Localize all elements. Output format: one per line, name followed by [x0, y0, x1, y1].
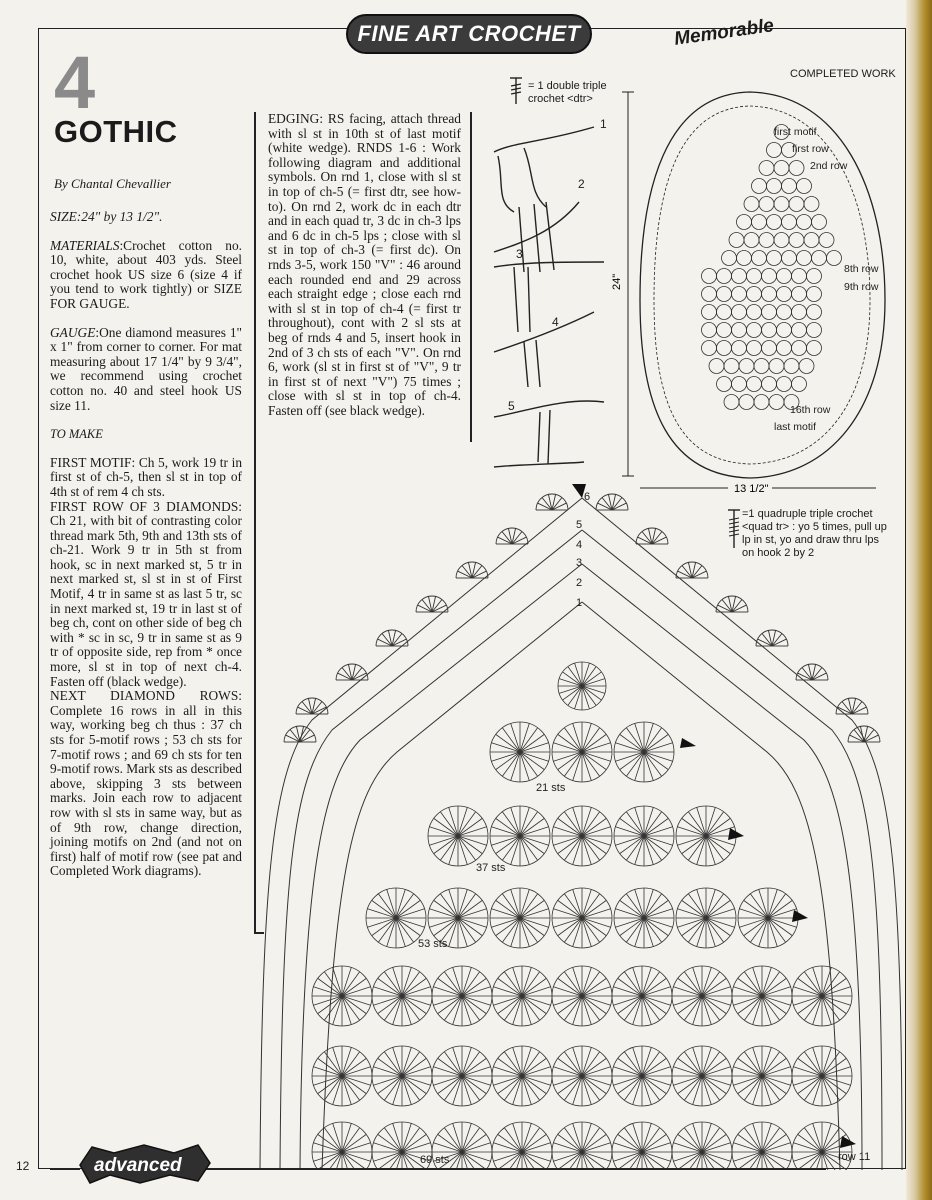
stitch-count-37: 37 sts [476, 862, 506, 874]
motif-fan [732, 1122, 792, 1170]
motif-fan [672, 966, 732, 1026]
motif-fan [614, 888, 674, 948]
motif-fan [558, 662, 606, 710]
motif-fan [428, 806, 488, 866]
motif-circle [777, 305, 792, 320]
motif-fan [366, 888, 426, 948]
materials-label: MATERIALS [50, 237, 120, 253]
motif-circle [797, 251, 812, 266]
motif-circle [799, 359, 814, 374]
motif-fan [676, 806, 736, 866]
first-motif-label: FIRST MOTIF [50, 454, 132, 470]
motif-fan [672, 1046, 732, 1106]
motif-circle [792, 323, 807, 338]
to-make-heading: TO MAKE [50, 427, 103, 442]
howto-step-4: 4 [552, 315, 559, 329]
motif-fan [552, 1046, 612, 1106]
motif-fan [614, 806, 674, 866]
motif-fan [552, 806, 612, 866]
motif-circle [767, 215, 782, 230]
height-label: 24" [611, 273, 623, 290]
quad-tr-legend: =1 quadruple triple crochet <quad tr> : yo 5 times, pull up lp in st, yo and draw thru lps on hook 2 by 2 [742, 508, 887, 559]
label-first-motif: first motif [774, 126, 817, 138]
edge-scallop [376, 630, 408, 646]
motif-circle [717, 323, 732, 338]
gauge-text: :One diamond measures 1" x 1" from corner to corner. For mat measuring about 17 1/4" by 9 3/4", we recommend using crochet cotton no. 40 and steel hook US size 11. [50, 324, 242, 413]
label-last-motif: last motif [774, 421, 817, 433]
motif-fan [792, 966, 852, 1026]
motif-fan [732, 1046, 792, 1106]
label-2nd-row: 2nd row [810, 160, 848, 172]
motif-circle [762, 305, 777, 320]
motif-circle [792, 269, 807, 284]
motif-circle [702, 287, 717, 302]
motif-circle [812, 251, 827, 266]
motif-circle [747, 305, 762, 320]
motif-circle [769, 395, 784, 410]
motif-fan [432, 966, 492, 1026]
motif-circle [792, 377, 807, 392]
motif-circle [777, 269, 792, 284]
motif-fan [676, 888, 736, 948]
label-first-row: first row [792, 143, 829, 155]
pattern-title: GOTHIC [54, 114, 178, 149]
stitch-count-21: 21 sts [536, 782, 566, 794]
edge-scallop [636, 528, 668, 544]
howto-step-5: 5 [508, 399, 515, 413]
motif-circle [777, 341, 792, 356]
black-wedge-icon [792, 910, 808, 922]
motif-circle [702, 341, 717, 356]
first-row-text: : Ch 21, with bit of contrasting color thread mark 5th, 9th and 13th sts of ch-21. Work 9 tr in 5th st from hook, sc in next marked st, 5 tr in next marked st, sl st in st of First Motif, 4 tr in same st as last 5 tr, sc in next marked st, 19 tr in last st of beg ch, cont on other side of beg ch with * sc in sc, 9 tr in same st as 9 tr of opposite side, rep from * once more, sl st in top of next ch-4. Fasten off (black wedge). [50, 498, 242, 689]
first-motif-text: : Ch 5, work 19 tr in first st of ch-5, then sl st in top of 4th st of rem 4 ch sts. [50, 454, 243, 499]
motif-circle [819, 233, 834, 248]
motif-circle [804, 233, 819, 248]
motif-circle [774, 233, 789, 248]
motif-circle [827, 251, 842, 266]
motif-circle [729, 233, 744, 248]
byline: By Chantal Chevallier [54, 176, 171, 191]
motif-circle [752, 251, 767, 266]
footer-rule [206, 1168, 826, 1170]
edge-scallop [596, 494, 628, 510]
motif-circle [812, 215, 827, 230]
page-number: 12 [16, 1159, 30, 1173]
dtr-symbol-icon [505, 76, 527, 106]
motif-circle [784, 359, 799, 374]
motif-fan [552, 722, 612, 782]
motif-circle [747, 287, 762, 302]
motif-circle [789, 161, 804, 176]
black-wedge-icon [680, 738, 696, 748]
motif-circle [759, 233, 774, 248]
motif-circle [702, 305, 717, 320]
motif-circle [747, 341, 762, 356]
motif-circle [797, 215, 812, 230]
motif-circle [754, 359, 769, 374]
stitch-count-53: 53 sts [418, 938, 448, 950]
edge-scallop [836, 698, 868, 714]
motif-fan [614, 722, 674, 782]
motif-fan [312, 966, 372, 1026]
edge-scallop [676, 562, 708, 578]
motif-circle [717, 287, 732, 302]
materials-paragraph [50, 239, 242, 312]
gauge-label: GAUGE [50, 324, 96, 340]
completed-work-title: COMPLETED WORK [790, 68, 896, 80]
motif-circle [807, 269, 822, 284]
label-9th-row: 9th row [844, 281, 879, 293]
round-number-2: 2 [576, 577, 583, 589]
first-row-paragraph [50, 500, 242, 690]
motif-fan [672, 1122, 732, 1170]
motif-fan [492, 1122, 552, 1170]
motif-fan [612, 1122, 672, 1170]
advanced-label: advanced [94, 1155, 182, 1176]
motif-fan [490, 722, 550, 782]
motif-fan [312, 1046, 372, 1106]
next-rows-label: NEXT DIAMOND ROWS [50, 688, 239, 704]
motif-circle [737, 251, 752, 266]
motif-circle [792, 341, 807, 356]
motif-fan [312, 1122, 372, 1170]
motif-circle [797, 179, 812, 194]
motif-circle [759, 161, 774, 176]
gauge-paragraph [50, 326, 242, 414]
motif-circle [732, 269, 747, 284]
stitch-howto-illustration [484, 112, 614, 482]
motif-fan [738, 888, 798, 948]
round-number-4: 4 [576, 539, 583, 551]
motif-circle [759, 197, 774, 212]
instructions-middle-column [268, 112, 461, 418]
edge-scallop [456, 562, 488, 578]
motif-circle [767, 251, 782, 266]
label-8th-row: 8th row [844, 263, 879, 275]
motif-circle [744, 197, 759, 212]
motif-circle [762, 269, 777, 284]
motif-circle [717, 305, 732, 320]
motif-circle [732, 287, 747, 302]
edge-scallop [536, 494, 568, 510]
advanced-badge [74, 1141, 214, 1187]
round-number-5: 5 [576, 519, 583, 531]
motif-circle [754, 395, 769, 410]
motif-fan [490, 888, 550, 948]
first-row-label: FIRST ROW OF 3 DIAMONDS [50, 498, 239, 514]
magazine-title-badge: FINE ART CROCHET [346, 14, 592, 54]
motif-circle [807, 287, 822, 302]
motif-circle [724, 395, 739, 410]
motif-circle [752, 215, 767, 230]
motif-circle [739, 395, 754, 410]
motif-circle [792, 305, 807, 320]
motif-circle [807, 323, 822, 338]
motif-circle [777, 377, 792, 392]
motif-circle [722, 251, 737, 266]
howto-step-3: 3 [516, 247, 523, 261]
motif-circle [792, 287, 807, 302]
motif-circle [747, 323, 762, 338]
round-number-6: 6 [584, 491, 591, 503]
completed-work-diagram [600, 80, 900, 500]
motif-circle [807, 341, 822, 356]
materials-text: :Crochet cotton no. 10, white, about 403 yds. Steel crochet hook US size 6 (size 4 if you tend to work tightly) or SIZE FOR GAUGE. [50, 237, 242, 311]
motif-fan [732, 966, 792, 1026]
motif-circle [762, 341, 777, 356]
motif-circle [782, 251, 797, 266]
motif-fan [490, 806, 550, 866]
motif-circle [717, 377, 732, 392]
motif-circle [732, 341, 747, 356]
motif-circle [744, 233, 759, 248]
motif-fan [432, 1046, 492, 1106]
motif-circle [777, 323, 792, 338]
motif-fan [372, 1046, 432, 1106]
size-label: SIZE [50, 209, 77, 224]
row-label: row 11 [838, 1151, 871, 1163]
motif-fan [792, 1046, 852, 1106]
motif-fan [612, 966, 672, 1026]
width-label: 13 1/2" [734, 483, 769, 495]
motif-circle [752, 179, 767, 194]
motif-circle [702, 269, 717, 284]
howto-step-2: 2 [578, 177, 585, 191]
motif-fan [552, 1122, 612, 1170]
motif-circle [702, 323, 717, 338]
motif-circle [782, 179, 797, 194]
motif-circle [732, 323, 747, 338]
motif-circle [732, 305, 747, 320]
motif-circle [804, 197, 819, 212]
motif-circle [717, 341, 732, 356]
motif-circle [747, 269, 762, 284]
edging-text: : RS facing, attach thread with sl st in 10th st of last motif (white wedge). RNDS 1-6 : Work following diagram and additional symbols. On rnd 1, close with sl st in top of ch-5 (= first dtr, see how-to). On rnd 2, work dc in each dtr and in each quad tr, 3 dc in ch-3 lps and 6 dc in ch-5 lps ; close with sl st in top of ch-3 (= first dc). On rnds 3-5, work 150 "V" : 46 around each rounded end and 29 across each straight edge ; close each rnd with sl st in top of ch-4 (= first tr throughout), cont with 2 sl sts at beg of rnds 4 and 5, insert hook in 2nd of 3 ch sts of each "V". On rnd 6, work (sl st in first st of "V", 9 tr in first st of next "V") 75 times ; close with sl st in top of ch-4. Fasten off (see black wedge). [268, 111, 461, 418]
motif-circle [747, 377, 762, 392]
motif-circle [774, 161, 789, 176]
motif-circle [739, 359, 754, 374]
motif-circle [762, 377, 777, 392]
motif-circle [717, 269, 732, 284]
motif-circle [807, 305, 822, 320]
round-number-3: 3 [576, 557, 583, 569]
next-rows-paragraph [50, 689, 242, 879]
stitch-count-69: 69 sts [420, 1154, 450, 1166]
label-16th-row: 16th row [790, 404, 831, 416]
motif-circle [774, 197, 789, 212]
column-divider [470, 112, 472, 442]
motif-fan [612, 1046, 672, 1106]
motif-circle [709, 359, 724, 374]
motif-fan [552, 966, 612, 1026]
motif-circle [789, 197, 804, 212]
edge-scallop [296, 698, 328, 714]
motif-fan [492, 1046, 552, 1106]
motif-fan [552, 888, 612, 948]
dtr-legend: = 1 double triple crochet <dtr> [528, 80, 607, 105]
motif-circle [724, 359, 739, 374]
motif-fan [492, 966, 552, 1026]
first-motif-paragraph [50, 456, 242, 500]
chart-motifs [252, 480, 852, 1170]
motif-circle [769, 359, 784, 374]
next-rows-text: : Complete 16 rows in all in this way, working beg ch thus : 37 ch sts for 5-motif rows ; 53 ch sts for 7-motif rows ; and 69 ch sts for ten 9-motif rows. Mark sts as described above, skipping 3 sts between marks. Join each row to adjacent row with sl sts in same way, but as of 9th row, change direction, joining motifs on 2nd (and not on first) half of motif row (see pat and Completed Work diagrams). [50, 688, 242, 879]
edge-scallop [496, 528, 528, 544]
motif-circle [777, 287, 792, 302]
instructions-left-column [50, 210, 242, 879]
edge-scallop [756, 630, 788, 646]
size-text: :24" by 13 1/2". [76, 209, 163, 224]
edging-paragraph [268, 112, 461, 418]
motif-circle [762, 323, 777, 338]
memorable-badge: Memorable [672, 15, 776, 50]
size-paragraph [50, 210, 242, 225]
edge-scallop [416, 596, 448, 612]
motif-circle [789, 233, 804, 248]
howto-step-1: 1 [600, 117, 607, 131]
motif-circle [767, 179, 782, 194]
motif-circle [762, 287, 777, 302]
motif-circle [732, 377, 747, 392]
crochet-chart [252, 480, 904, 1170]
motif-fan [372, 966, 432, 1026]
motif-circle [782, 215, 797, 230]
edge-scallop [716, 596, 748, 612]
round-number-1: 1 [576, 597, 583, 609]
edging-label: EDGING [268, 111, 320, 126]
book-spine [906, 0, 932, 1200]
pattern-number: 4 [54, 41, 96, 124]
motif-circle [737, 215, 752, 230]
motif-circle [767, 143, 782, 158]
